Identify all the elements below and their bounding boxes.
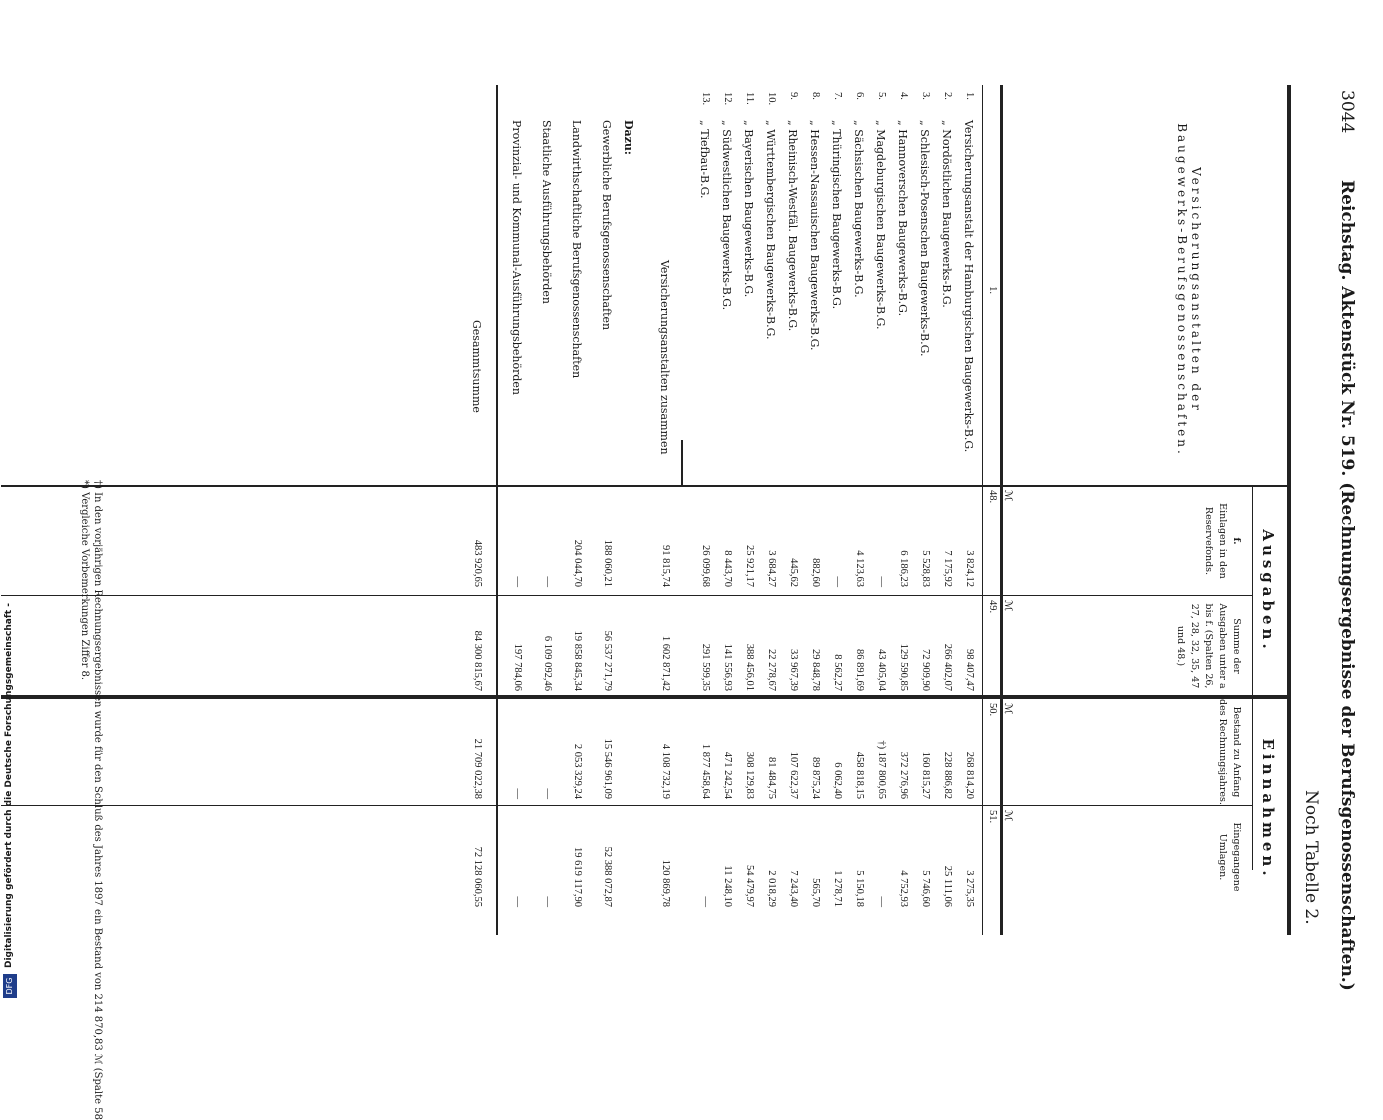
- extra-row-name: Gewerbliche Berufsgenossenschaften: [600, 120, 613, 331]
- row-number: 10.: [766, 92, 777, 106]
- cell-c49: 98 407,47: [964, 649, 975, 691]
- subtotal-rule: [681, 440, 683, 485]
- extra-row-name: Provinzial- und Kommunal-Ausführungsbehörden: [510, 120, 523, 395]
- extra-cell-c50: 15 546 961,09: [602, 738, 613, 799]
- cell-c51: 25 111,06: [942, 865, 953, 907]
- row-name: „ Württembergischen Baugewerks-B.G.: [764, 120, 777, 340]
- row-name: „ Schlesisch-Posenschen Baugewerks-B.G.: [918, 120, 931, 357]
- cell-c48: 5 528,83: [920, 550, 931, 587]
- cell-c49: 141 556,93: [722, 643, 733, 691]
- page-title: Reichstag. Aktenstück Nr. 519. (Rechnungsergebnisse der Berufsgenossenschaften.): [1337, 180, 1357, 991]
- row-name: „ Tiefbau-B.G.: [698, 120, 711, 199]
- dazu-label: Dazu:: [622, 120, 635, 155]
- col51-header: Eingegangene Umlagen.: [1217, 822, 1242, 892]
- row-number: 7.: [832, 92, 843, 100]
- cell-c51: 3 275,35: [964, 870, 975, 907]
- number-row-rule: [982, 85, 983, 935]
- cell-c51: 54 479,97: [744, 865, 755, 907]
- extra-row-name: Staatliche Ausführungsbehörden: [540, 120, 553, 304]
- extra-cell-c51: 52 388 072,87: [602, 846, 613, 907]
- extra-cell-c48: 204 044,70: [572, 539, 583, 587]
- cell-c50: 1 877 458,64: [700, 743, 711, 799]
- row-name: „ Thüringischen Baugewerks-B.G.: [830, 120, 843, 310]
- page-number: 3044: [1337, 90, 1357, 134]
- row-number: 13.: [700, 92, 711, 106]
- digitization-credit: Digitalisierung gefördert durch die Deutsche Forschungsgemeinschaft -: [4, 603, 14, 968]
- cell-c50: 268 814,20: [964, 751, 975, 799]
- row-number: 6.: [854, 92, 865, 100]
- row-number: 2.: [942, 92, 953, 100]
- extra-cell-c51: 19 619 117,90: [572, 847, 583, 907]
- cell-c49: 388 456,01: [744, 643, 755, 691]
- col50-number: 50.: [987, 703, 998, 717]
- cell-c51: —: [700, 896, 711, 907]
- table-continuation-label: Noch Tabelle 2.: [1301, 790, 1321, 925]
- row-number: 5.: [876, 92, 887, 100]
- cell-c48: 882,60: [810, 558, 821, 587]
- row-number: 3.: [920, 92, 931, 100]
- cell-c49: 33 967,39: [788, 649, 799, 691]
- extra-cell-c51: —: [542, 896, 553, 907]
- cell-c51: —: [876, 896, 887, 907]
- cell-c51: 4 752,93: [898, 870, 909, 907]
- header-bottom-rule: [1000, 85, 1003, 935]
- col50-header: Bestand zu Anfang des Rechnungsjahres.: [1217, 699, 1242, 805]
- cell-c50: †) 187 800,65: [876, 740, 887, 799]
- group-einnahmen: Einnahmen.: [1259, 738, 1277, 880]
- cell-c50: 471 242,54: [722, 751, 733, 799]
- cell-c48: 6 186,23: [898, 550, 909, 587]
- cell-c50: 89 875,24: [810, 757, 821, 799]
- extra-cell-c50: —: [542, 788, 553, 799]
- extra-cell-c50: —: [512, 788, 523, 799]
- cell-c49: 22 278,67: [766, 649, 777, 691]
- total-c49: 84 300 815,67: [472, 630, 483, 691]
- cell-c49: 86 891,69: [854, 649, 865, 691]
- col48-number: 48.: [987, 490, 998, 504]
- row-number: 4.: [898, 92, 909, 100]
- cell-c49: 291 599,35: [700, 643, 711, 691]
- cell-c50: 160 815,27: [920, 751, 931, 799]
- extra-cell-c48: —: [512, 576, 523, 587]
- extra-cell-c51: —: [512, 896, 523, 907]
- name-column-header: Versicherungsanstalten der Baugewerks-Berufsgenossenschaften.: [1175, 123, 1203, 457]
- cell-c50: 308 129,83: [744, 751, 755, 799]
- row-name: „ Nordöstlichen Baugewerks-B.G.: [940, 120, 953, 308]
- cell-c48: —: [832, 576, 843, 587]
- total-c48: 483 920,65: [472, 539, 483, 587]
- row-name: „ Sächsischen Baugewerks-B.G.: [852, 120, 865, 298]
- cell-c48: 3 824,12: [964, 550, 975, 587]
- top-rule: [1287, 85, 1291, 935]
- dfg-logo: DFG: [3, 974, 17, 998]
- footnote-dagger: †) In den vorjährigen Rechnungsergebnissen wurde für den Schluß des Jahres 1897 ein Bestand von 214 870,83 ℳ (Spalte 58: [92, 480, 103, 1120]
- group-rule: [1252, 485, 1253, 870]
- cell-c51: 1 278,71: [832, 870, 843, 907]
- col51-unit: ℳ: [1002, 810, 1013, 822]
- cell-c48: 8 443,70: [722, 550, 733, 587]
- cell-c48: 25 921,17: [744, 545, 755, 587]
- col48-header: [1201, 487, 1243, 595]
- cell-c49: 266 402,07: [942, 643, 953, 691]
- extra-cell-c49: 197 784,06: [512, 643, 523, 691]
- subtotal-c49: 1 602 871,42: [660, 635, 671, 691]
- col-rule-2: [1, 595, 1253, 596]
- extra-cell-c48: —: [542, 576, 553, 587]
- col48-unit: ℳ: [1002, 490, 1013, 502]
- cell-c50: 372 276,96: [898, 751, 909, 799]
- total-rule: [496, 85, 498, 935]
- digitization-credit-strip: [0, 0, 20, 1000]
- total-c50: 21 709 022,38: [472, 738, 483, 799]
- group-ausgaben: Ausgaben.: [1259, 529, 1277, 653]
- footnote-star: *) Vergleiche Vorbemerkungen Ziffer 8.: [79, 480, 90, 681]
- subtotal-c51: 120 869,78: [660, 859, 671, 907]
- cell-c48: 26 099,68: [700, 545, 711, 587]
- row-name: „ Hessen-Nassauischen Baugewerks-B.G.: [808, 120, 821, 351]
- col49-unit: ℳ: [1002, 600, 1013, 612]
- row-number: 9.: [788, 92, 799, 100]
- cell-c48: —: [876, 576, 887, 587]
- cell-c51: 11 248,10: [722, 865, 733, 907]
- cell-c51: 565,70: [810, 878, 821, 907]
- col48-title: Einlagen in den Reservefonds.: [1203, 503, 1228, 579]
- cell-c49: 129 590,85: [898, 643, 909, 691]
- name-column-number: 1.: [987, 286, 998, 294]
- col51-number: 51.: [987, 810, 998, 824]
- cell-c51: 5 150,18: [854, 870, 865, 907]
- row-name: „ Magdeburgischen Baugewerks-B.G.: [874, 120, 887, 330]
- cell-c49: 29 848,78: [810, 649, 821, 691]
- extra-row-name: Landwirthschaftliche Berufsgenossenschaften: [570, 120, 583, 379]
- cell-c48: 445,62: [788, 558, 799, 587]
- col48-letter: f.: [1231, 537, 1242, 545]
- cell-c49: 72 909,90: [920, 649, 931, 691]
- subtotal-c48: 91 815,74: [660, 545, 671, 587]
- row-number: 1.: [964, 92, 975, 100]
- cell-c49: 43 405,04: [876, 649, 887, 691]
- cell-c50: 81 484,75: [766, 757, 777, 799]
- cell-c49: 8 562,27: [832, 654, 843, 691]
- cell-c50: 458 818,15: [854, 751, 865, 799]
- col50-unit: ℳ: [1002, 703, 1013, 715]
- col-rule-4: [1, 805, 1253, 806]
- cell-c50: 228 886,82: [942, 751, 953, 799]
- subtotal-name: Versicherungsanstalten zusammen: [658, 260, 671, 455]
- cell-c51: 2 018,29: [766, 870, 777, 907]
- col49-header: Summe der Ausgaben unter a bis f. (Spalten 26, 27, 28, 32, 35, 47 und 48.): [1175, 603, 1242, 689]
- col-rule-3: [1, 695, 1291, 699]
- extra-cell-c49: 6 109 092,46: [542, 635, 553, 691]
- extra-cell-c49: 56 537 271,79: [602, 630, 613, 691]
- row-number: 8.: [810, 92, 821, 100]
- row-number: 12.: [722, 92, 733, 106]
- row-name: „ Hannoverschen Baugewerks-B.G.: [896, 120, 909, 317]
- col-rule-1: [1, 485, 1291, 487]
- row-number: 11.: [744, 92, 755, 105]
- total-name: Gesammtsumme: [470, 320, 483, 413]
- total-c51: 72 128 060,55: [472, 846, 483, 907]
- cell-c50: 6 062,40: [832, 762, 843, 799]
- cell-c48: 3 684,27: [766, 550, 777, 587]
- cell-c51: 5 746,60: [920, 870, 931, 907]
- col49-number: 49.: [987, 600, 998, 614]
- extra-cell-c49: 19 858 845,34: [572, 630, 583, 691]
- row-name: „ Südwestlichen Baugewerks-B.G.: [720, 120, 733, 311]
- cell-c48: 7 175,92: [942, 550, 953, 587]
- row-name: Versicherungsanstalt der Hamburgischen Baugewerks-B.G.: [962, 120, 975, 453]
- cell-c48: 4 123,63: [854, 550, 865, 587]
- extra-cell-c48: 188 060,21: [602, 539, 613, 587]
- row-name: „ Rheinisch-Westfäl. Baugewerks-B.G.: [786, 120, 799, 332]
- extra-cell-c50: 2 053 329,24: [572, 743, 583, 799]
- row-name: „ Bayerischen Baugewerks-B.G.: [742, 120, 755, 298]
- subtotal-c50: 4 108 732,19: [660, 743, 671, 799]
- cell-c50: 107 622,37: [788, 751, 799, 799]
- cell-c51: 7 243,40: [788, 870, 799, 907]
